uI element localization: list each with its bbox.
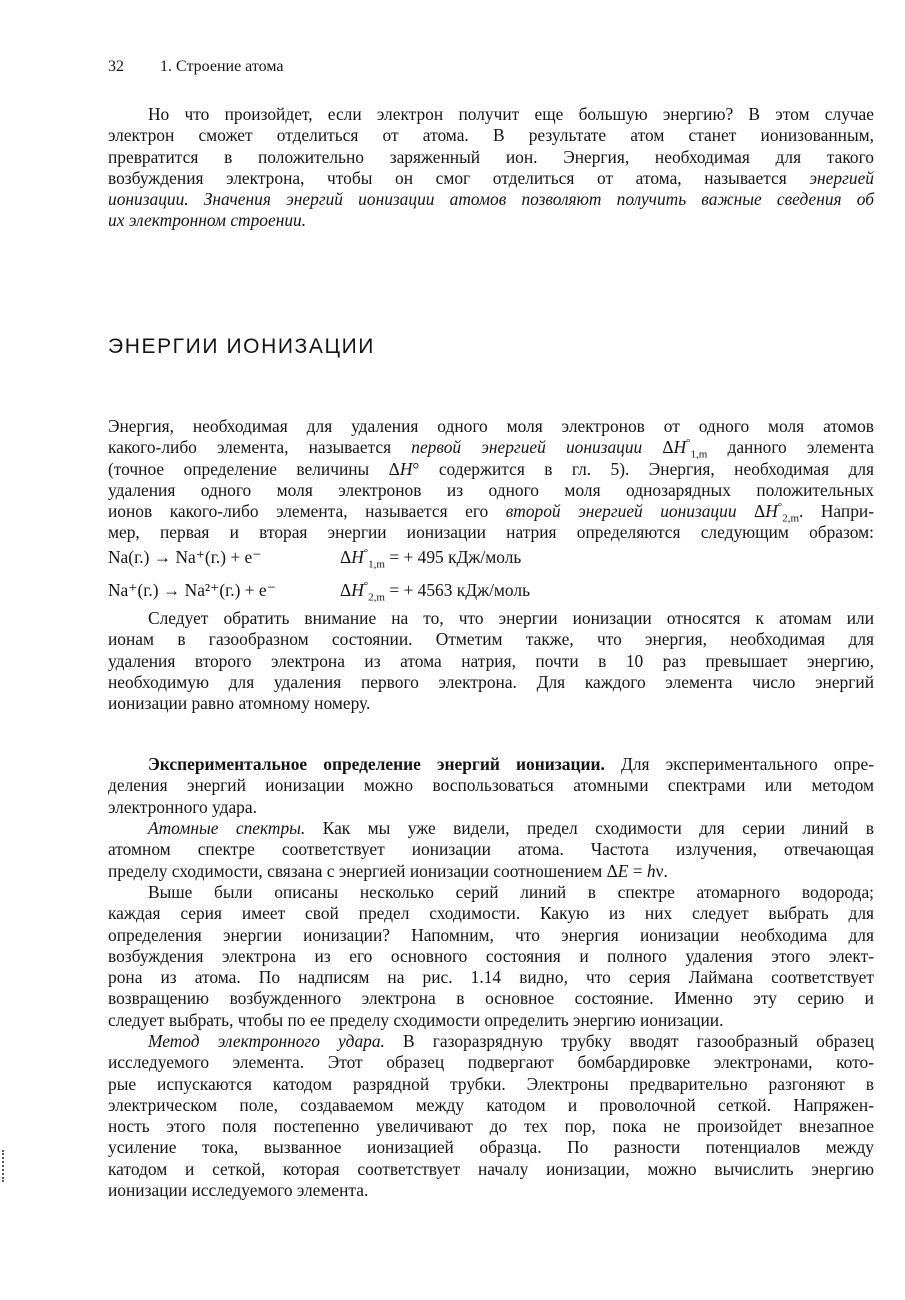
ionization-definition-paragraph [108,416,874,544]
text-line: ионам в газообразном состоянии. Отметим также, что энергия, необходимая для [108,629,874,650]
equation-second-ionization [108,579,531,604]
text-line: превратится в положительно заряженный ион. Энергия, необходимая для такого [108,146,874,167]
page-number: 32 [108,58,124,75]
text-line [108,459,874,480]
text-fragment: . Напри- [799,501,874,522]
formula-dh1: $\Delta H^\circ_{1,m}$ [662,437,708,461]
electron-impact-paragraph [108,1031,874,1201]
term-italic: энергией [809,167,874,188]
text-line: Энергия, необходимая для удаления одного моля электронов от одного моля атомов [108,416,874,436]
formula-dh2: $\Delta H^\circ_{2,m}$ [754,501,799,525]
equation-reaction: Na⁺(г.) → Na²⁺(г.) + e⁻ [108,580,276,600]
text-line [108,754,874,775]
equation-value: = + 4563 кДж/моль [389,580,531,600]
text-line: необходимую для удаления первого электрона. Для каждого элемента число энергий [108,671,874,692]
running-header [108,57,283,77]
text-fragment: содержится в гл. 5). Энергия, необходимая для [438,458,875,479]
hydrogen-series-paragraph [108,882,874,1031]
text-line: их электронном строении. [108,210,307,231]
text-line: электрон сможет отделиться от атома. В результате атом станет ионизованным, [108,125,874,146]
equation-first-ionization [108,546,522,571]
text-line: Следует обратить внимание на то, что энергии ионизации относятся к атомам или [148,608,874,628]
text-line: Но что произойдет, если электрон получит еще большую энергию? В этом случае [148,104,874,124]
text-line: возвращению возбужденного электрона в основное состояние. Именно эту серию и [108,988,874,1009]
equation-reaction: Na(г.) → Na⁺(г.) + e⁻ [108,547,262,567]
text-line: следует выбрать, чтобы по ее пределу сходимости определить энергию ионизации. [108,1009,724,1030]
text-line: электронного удара. [108,796,257,817]
atomic-spectra-paragraph [108,818,874,882]
experimental-paragraph [108,754,874,818]
text-fragment: (точное определение величины [108,458,370,479]
text-fragment: Для экспериментального опре- [621,754,874,774]
text-line [108,437,874,461]
text-line: электрическом поле, создаваемом между катодом и проволочной сеткой. Напряжен- [108,1094,874,1115]
subheading-bold: Экспериментальное определение энергий ионизации. [148,754,605,774]
text-line: ионизации исследуемого элемента. [108,1180,369,1201]
text-line: определения энергии ионизации? Напомним, что энергия ионизации необходима для [108,924,874,945]
formula-dh1: $\Delta H^\circ_{1,m}$ [340,547,385,571]
scan-margin-mark [2,1150,10,1182]
text-line [108,818,874,839]
text-line: усиление тока, вызванное ионизацией образца. По разности потенциалов между [108,1137,874,1158]
text-line: атомном спектре соответствует ионизации атома. Частота излучения, отвечающая [108,839,874,860]
text-line: удаления одного моля электронов из одного моля однозарядных положительных [108,479,874,500]
text-fragment: ионов какого-либо элемента, называется его [108,501,489,522]
text-fragment: возбуждения электрона, чтобы он смог отделиться от атома, называется [108,167,787,188]
formula-energy-frequency: ΔE = hν. [606,860,668,881]
attention-paragraph [108,608,874,714]
section-heading: ЭНЕРГИИ ИОНИЗАЦИИ [108,335,375,358]
text-line: ность этого поля постепенно увеличивают до тех пор, пока не произойдет внезапное [108,1116,874,1137]
text-fragment: какого-либо элемента, называется [108,437,392,458]
text-line: каждая серия имеет свой предел сходимости. Какую из них следует выбрать для [108,903,874,924]
text-line: Выше были описаны несколько серий линий в спектре атомарного водорода; [148,882,874,902]
text-line [108,168,874,189]
formula-dh2: $\Delta H^\circ_{2,m}$ [340,580,385,604]
text-line [108,861,874,882]
text-line: рона из атома. По надписям на рис. 1.14 видно, что серия Лаймана соответствует [108,967,874,988]
equation-value: = + 495 кДж/моль [389,547,522,567]
chapter-title: 1. Строение атома [160,58,284,75]
text-line: удаления второго электрона из атома натрия, почти в 10 раз превышает энергию, [108,650,874,671]
text-line: ионизации. Значения энергий ионизации атомов позволяют получить важные сведения об [108,189,874,210]
text-line: мер, первая и вторая энергии ионизации натрия определяются следующим образом: [108,522,874,543]
subheading-italic: Метод электронного удара. [148,1031,385,1051]
text-line: катодом и сеткой, которая соответствует началу ионизации, можно вычислить энергию [108,1158,874,1179]
text-line: рые испускаются катодом разрядной трубки. Электроны предварительно разгоняют в [108,1073,874,1094]
text-fragment: Как мы уже видели, предел сходимости для серии линий в [322,818,875,838]
subheading-italic: Атомные спектры. [148,818,306,838]
text-line: возбуждения электрона из его основного состояния и полного удаления этого элект- [108,945,874,966]
term-italic: первой энергией ионизации [411,437,643,458]
text-line: деления энергий ионизации можно воспользоваться атомными спектрами или методом [108,775,874,796]
text-fragment: В газоразрядную трубку вводят газообразный образец [403,1031,875,1051]
formula-dh: ΔH° [388,458,420,479]
text-line [108,501,874,525]
text-line [108,1031,874,1052]
text-fragment: пределу сходимости, связана с энергией ионизации соотношением [108,860,603,881]
term-italic: второй энергией ионизации [505,501,737,522]
text-fragment: данного элемента [727,437,874,458]
text-line: ионизации равно атомному номеру. [108,693,371,714]
intro-paragraph [108,104,874,232]
text-line: исследуемого элемента. Этот образец подвергают бомбардировке электронами, кото- [108,1052,874,1073]
